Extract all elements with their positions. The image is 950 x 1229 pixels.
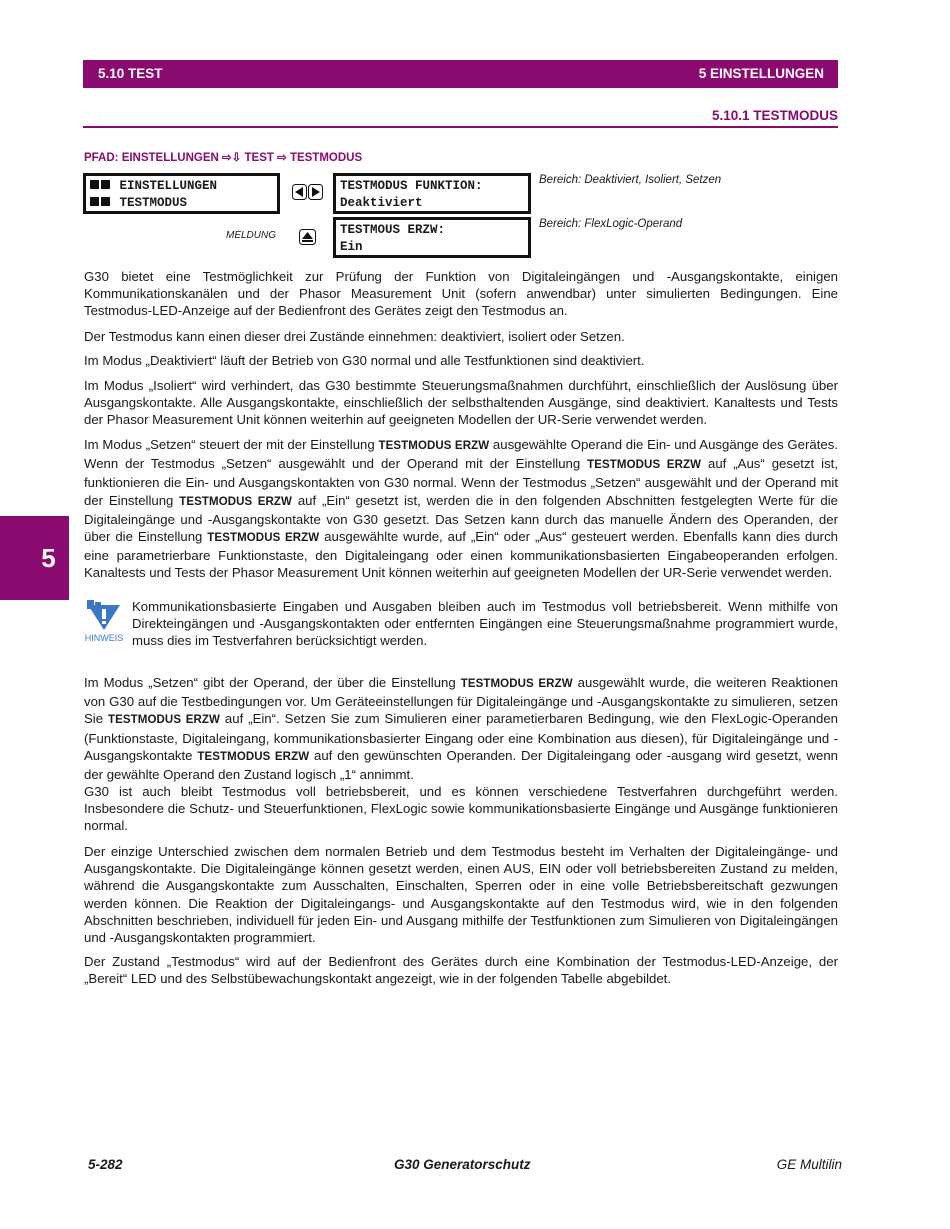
company-name: GE Multilin [776, 1157, 842, 1172]
paragraph-forced-response: Im Modus „Setzen“ gibt der Operand, der über die Einstellung TESTMODUS ERZW ausgewählt wurde, die weiteren Reaktionen von G30 auf die Testbedingungen vor. Um Geräteeinstellungen für Digitaleingänge und -Ausgangskontakte zu simulieren, setzen Sie TESTMODUS ERZW auf „Ein“. Setzen Sie zum Simulieren einer parametierbaren Bedingung, wie den FlexLogic-Operanden (Funktionstaste, Digitaleingang, kommunikationsbasierter Eingang oder eine Kombination aus diesen), für Digitaleingänge und -Ausgangskontakte TESTMODUS ERZW auf den gewünschten Operanden. Der Digitaleingang oder -ausgang wird gesetzt, wenn der gewählte Operand den Zustand logisch „1“ annimmt. [84, 675, 839, 783]
paragraph-difference: Der einzige Unterschied zwischen dem normalen Betrieb und dem Testmodus besteht im Verhalten der Digitaleingänge- und Ausgangskontakte. Die Digitaleingänge können gesetzt werden, einen AUS, EIN oder voll betriebsbereiten Zustand zu melden, während die Ausgangskontakte zum Ausschalten, Einschalten, Sperren oder in eine volle Betriebsbereitschaft gezwungen werden können. Die Reaktion der Digitaleingangs- und Ausgangskontakte auf den Testmodus wird, wie in den folgenden Abschnitten beschrieben, individuell für jeden Ein- und Ausgang mithilfe der Testfunktionen zum Simulieren von Digitaleingängen und -Ausgangskontakten programmiert. [84, 844, 838, 946]
message-label: MELDUNG [226, 230, 277, 241]
testmode-force-display [333, 217, 531, 258]
path-prefix: PFAD: EINSTELLUNGEN [84, 152, 219, 164]
block-icon [90, 197, 99, 206]
chapter-tab [0, 516, 69, 600]
setting-keyword: TESTMODUS ERZW [108, 714, 220, 727]
menu-line-2: TESTMODUS [119, 196, 188, 210]
testmode-force-label: TESTMOUS ERZW: [340, 223, 446, 237]
setting-keyword: TESTMODUS ERZW [378, 440, 490, 452]
setting-keyword: TESTMODUS ERZW [197, 750, 310, 763]
note-text: Kommunikationsbasierte Eingaben und Ausgaben bleiben auch im Testmodus voll betriebsbereit. Wenn mithilfe von Direkteingängen und -Ausgangskontakten oder entfernten Eingängen eine Steuerungsmaßnahme programmiert wurde, muss dies im Testverfahren berücksichtigt werden. [132, 599, 838, 649]
subsection-title: 5.10.1 TESTMODUS [711, 108, 838, 123]
manual-title: G30 Generatorschutz [394, 1157, 531, 1172]
range-testmode-force: Bereich: FlexLogic-Operand [539, 218, 683, 230]
paragraph-indication: Der Zustand „Testmodus“ wird auf der Bedienfront des Gerätes durch eine Kombination der Testmodus-LED-Anzeige, der „Bereit“ LED und des Selbstübewachungskontakt angezeigt, wie in der folgenden Tabelle abgebildet. [84, 954, 838, 987]
page-number: 5-282 [88, 1157, 123, 1172]
testmode-function-value: Deaktiviert [340, 196, 423, 210]
path-part-testmodus: TESTMODUS [289, 152, 363, 164]
note-icon [84, 600, 124, 644]
block-icon [101, 180, 110, 189]
chapter-number: 5 [41, 543, 56, 573]
up-arrow-icon [299, 229, 316, 245]
paragraph-operational: G30 ist auch bleibt Testmodus voll betriebsbereit, und es können verschiedene Testverfahren durchgeführt werden. Insbesondere die Schutz- und Steuerfunktionen, FlexLogic sowie kommunikationsbasierte Eingänge und Ausgänge funktionieren normal. [84, 784, 838, 834]
subsection-rule [83, 126, 838, 128]
paragraph-disabled: Im Modus „Deaktiviert“ läuft der Betrieb von G30 normal und alle Testfunktionen sind deaktiviert. [84, 353, 645, 368]
setting-keyword: TESTMODUS ERZW [460, 678, 573, 690]
testmode-force-value: Ein [340, 240, 363, 254]
range-testmode-function: Bereich: Deaktiviert, Isoliert, Setzen [539, 174, 722, 186]
chapter-label: 5 EINSTELLUNGEN [698, 66, 824, 81]
setting-keyword: TESTMODUS ERZW [207, 532, 320, 545]
left-right-arrows-icon [292, 184, 323, 200]
paragraph-isolated: Im Modus „Isoliert“ wird verhindert, das G30 bestimmte Steuerungsmaßnahmen durchführt, einschließlich der Auslösung über Ausgangskontakte. Alle Ausgangskontakte, einschließlich der selbsthaltenden Ausgänge, sind deaktiviert. Kanaltests und Tests der Phasor Measurement Unit können weiterhin auf geeigneten Modellen der UR-Serie verwendet werden. [84, 378, 838, 428]
paragraph-forced: Im Modus „Setzen“ steuert der mit der Einstellung TESTMODUS ERZW ausgewählte Operand die Ein- und Ausgänge des Gerätes. Wenn der Testmodus „Setzen“ ausgewählt und der Operand mit der Einstellung TESTMODUS ERZW auf „Aus“ gesetzt ist, funktionieren die Ein- und Ausgangskontakten von G30 normal. Wenn der Testmodus „Setzen“ ausgewählt und der Operand mit der Einstellung TESTMODUS ERZW auf „Ein“ gesetzt ist, werden die in den folgenden Abschnitten festgelegten Werte für die Digitaleingänge und -Ausgangskontakte von G30 gesetzt. Das Setzen kann durch das manuelle Ändern des Operanden, der über die Einstellung TESTMODUS ERZW ausgewählte wurde, auf „Ein“ oder „Aus“ gesteuert werden. Ebenfalls kann dies durch eine parametrierbare Funktionstaste, den Digitaleingang oder einen kommunikationsbasierten Eingabeoperanden erfolgen. Kanaltests und Tests der Phasor Measurement Unit können weiterhin auf geeigneten Modellen der UR-Serie verwendet werden. [84, 437, 838, 581]
testmode-function-label: TESTMODUS FUNKTION: [340, 179, 483, 193]
note-label: HINWEIS [84, 633, 124, 643]
section-header-bar [83, 60, 838, 88]
setting-keyword: TESTMODUS ERZW [179, 495, 293, 508]
block-icon [90, 180, 99, 189]
menu-display-box [83, 173, 280, 214]
menu-line-1: EINSTELLUNGEN [119, 179, 218, 193]
path-part-test: TEST [244, 152, 274, 164]
section-label: 5.10 TEST [98, 66, 163, 81]
path-arrows-icon: ⇨⇩ [222, 152, 242, 164]
setting-keyword: TESTMODUS ERZW [587, 459, 702, 472]
testmode-function-display [333, 173, 531, 214]
settings-path [84, 150, 362, 164]
path-arrow-icon: ⇨ [277, 152, 287, 164]
paragraph-intro: G30 bietet eine Testmöglichkeit zur Prüfung der Funktion von Digitaleingängen und -Ausgangskontakte, einigen Kommunikationskanälen und der Phasor Measurement Unit (sofern anwendbar) unter simulierten Bedingungen. Eine Testmodus-LED-Anzeige auf der Bedienfront des Gerätes zeigt den Testmodus an. [84, 269, 838, 319]
paragraph-states: Der Testmodus kann einen dieser drei Zustände einnehmen: deaktiviert, isoliert oder Setzen. [84, 329, 625, 344]
block-icon [101, 197, 110, 206]
